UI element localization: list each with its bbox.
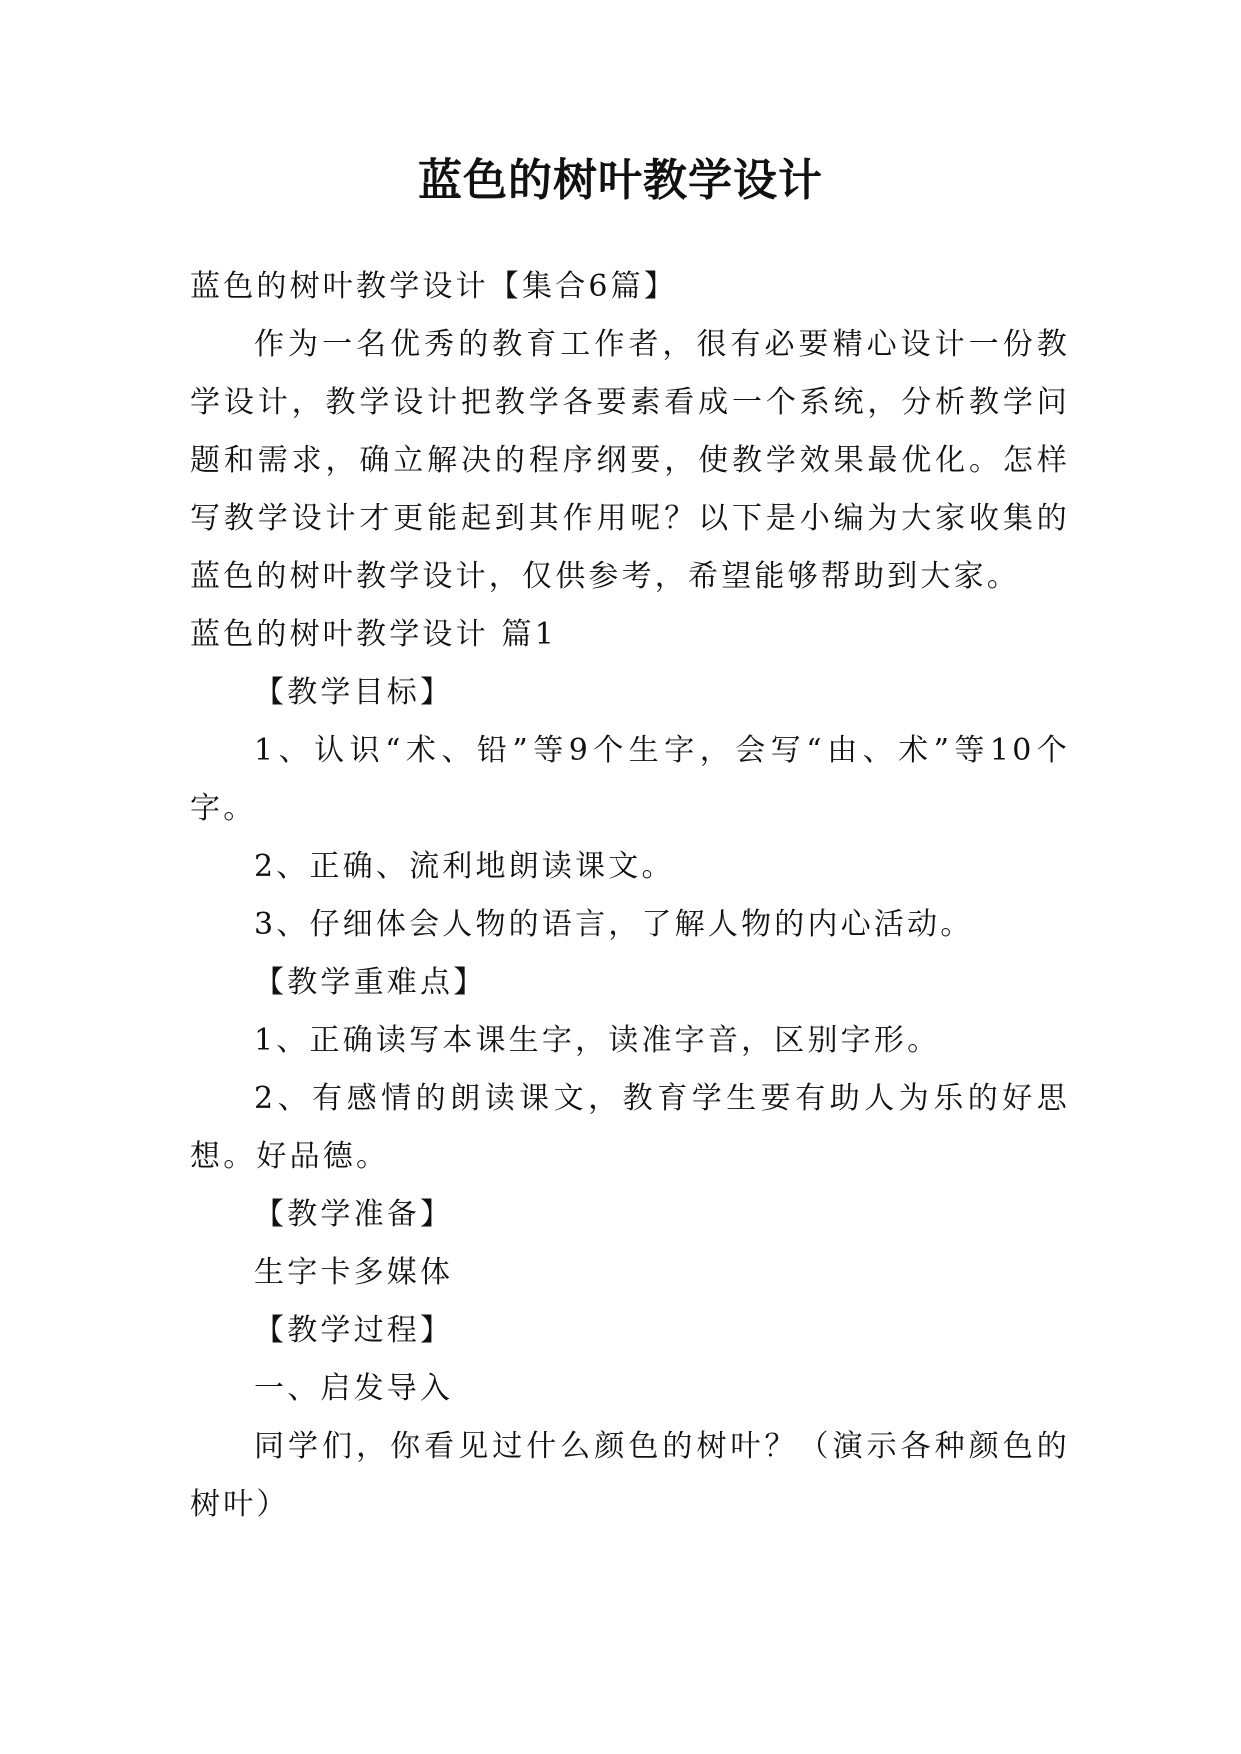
section-heading-part-1: 蓝色的树叶教学设计 篇1 xyxy=(190,617,558,652)
process-step-1-text: 同学们，你看见过什么颜色的树叶？（演示各种颜色的树叶） xyxy=(190,1429,1070,1522)
intro-paragraph: 作为一名优秀的教育工作者，很有必要精心设计一份教学设计，教学设计把教学各要素看成一个系统，分析教学问题和需求，确立解决的程序纲要，使教学效果最优化。怎样写教学设计才更能起到其作用呢？以下是小编为大家收集的蓝色的树叶教学设计，仅供参考，希望能够帮助到大家。 xyxy=(190,327,1070,594)
teaching-preparation-heading: 【教学准备】 xyxy=(254,1197,454,1232)
collection-heading: 蓝色的树叶教学设计【集合6篇】 xyxy=(190,269,678,304)
preparation-item: 生字卡多媒体 xyxy=(254,1255,454,1290)
goal-item-1: 1、认识“术、铅”等9个生字，会写“由、术”等10个字。 xyxy=(190,733,1070,826)
teaching-process-heading: 【教学过程】 xyxy=(254,1313,454,1348)
difficulty-item-1: 1、正确读写本课生字，读准字音，区别字形。 xyxy=(254,1023,941,1058)
document-body xyxy=(190,258,1070,1534)
document-title: 蓝色的树叶教学设计 xyxy=(418,155,823,206)
key-difficulties-heading: 【教学重难点】 xyxy=(254,965,487,1000)
teaching-goals-heading: 【教学目标】 xyxy=(254,675,454,710)
difficulty-item-2: 2、有感情的朗读课文，教育学生要有助人为乐的好思想。好品德。 xyxy=(190,1081,1070,1174)
goal-item-3: 3、仔细体会人物的语言，了解人物的内心活动。 xyxy=(254,907,974,942)
goal-item-2: 2、正确、流利地朗读课文。 xyxy=(254,849,675,884)
process-step-1-heading: 一、启发导入 xyxy=(254,1371,454,1406)
